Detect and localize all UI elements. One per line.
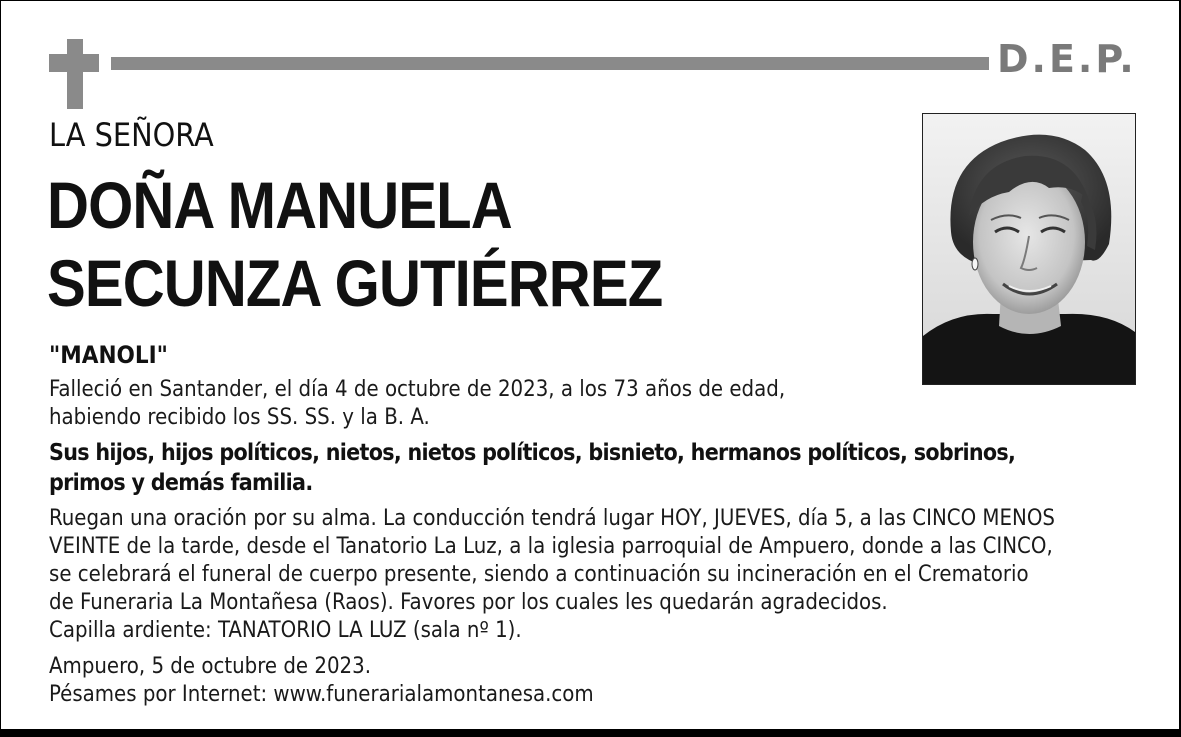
- name-line-2: SECUNZA GUTIÉRREZ: [47, 246, 663, 320]
- portrait-photo: [922, 113, 1136, 385]
- honorific-prefix: LA SEÑORA: [49, 116, 214, 154]
- arrangements-line-3: se celebrará el funeral de cuerpo presente, siendo a continuación su incineración en el Crematorio: [49, 562, 1029, 587]
- chapel-line: Capilla ardiente: TANATORIO LA LUZ (sala nº 1).: [49, 618, 522, 643]
- deceased-name: [47, 166, 662, 322]
- cross-vertical-bar: [67, 39, 83, 109]
- name-line-1: DOÑA MANUELA: [47, 168, 512, 242]
- closing: [49, 653, 594, 709]
- death-line-1: Falleció en Santander, el día 4 de octubre de 2023, a los 73 años de edad,: [49, 377, 786, 402]
- arrangements: [49, 505, 1055, 645]
- header-rule: [111, 57, 989, 70]
- bottom-border: [1, 729, 1179, 737]
- cross-horizontal-bar: [49, 54, 99, 72]
- place-date: Ampuero, 5 de octubre de 2023.: [49, 654, 371, 679]
- dep-label: D.E.P.: [997, 37, 1137, 81]
- death-line-2: habiendo recibido los SS. SS. y la B. A.: [49, 405, 430, 430]
- condolences-url: Pésames por Internet: www.funerarialamontanesa.com: [49, 682, 594, 707]
- arrangements-line-1: Ruegan una oración por su alma. La conducción tendrá lugar HOY, JUEVES, día 5, a las CINCO MENOS: [49, 506, 1055, 531]
- portrait-image: [923, 114, 1135, 384]
- arrangements-line-4: de Funeraria La Montañesa (Raos). Favores por los cuales les quedarán agradecidos.: [49, 590, 888, 615]
- family-list: Sus hijos, hijos políticos, nietos, nietos políticos, bisnieto, hermanos políticos, sobrinos, primos y demás familia.: [49, 440, 1016, 496]
- death-notice: [49, 376, 785, 432]
- arrangements-line-2: VEINTE de la tarde, desde el Tanatorio La Luz, a la iglesia parroquial de Ampuero, donde a las CINCO,: [49, 534, 1053, 559]
- nickname: "MANOLI": [49, 341, 168, 369]
